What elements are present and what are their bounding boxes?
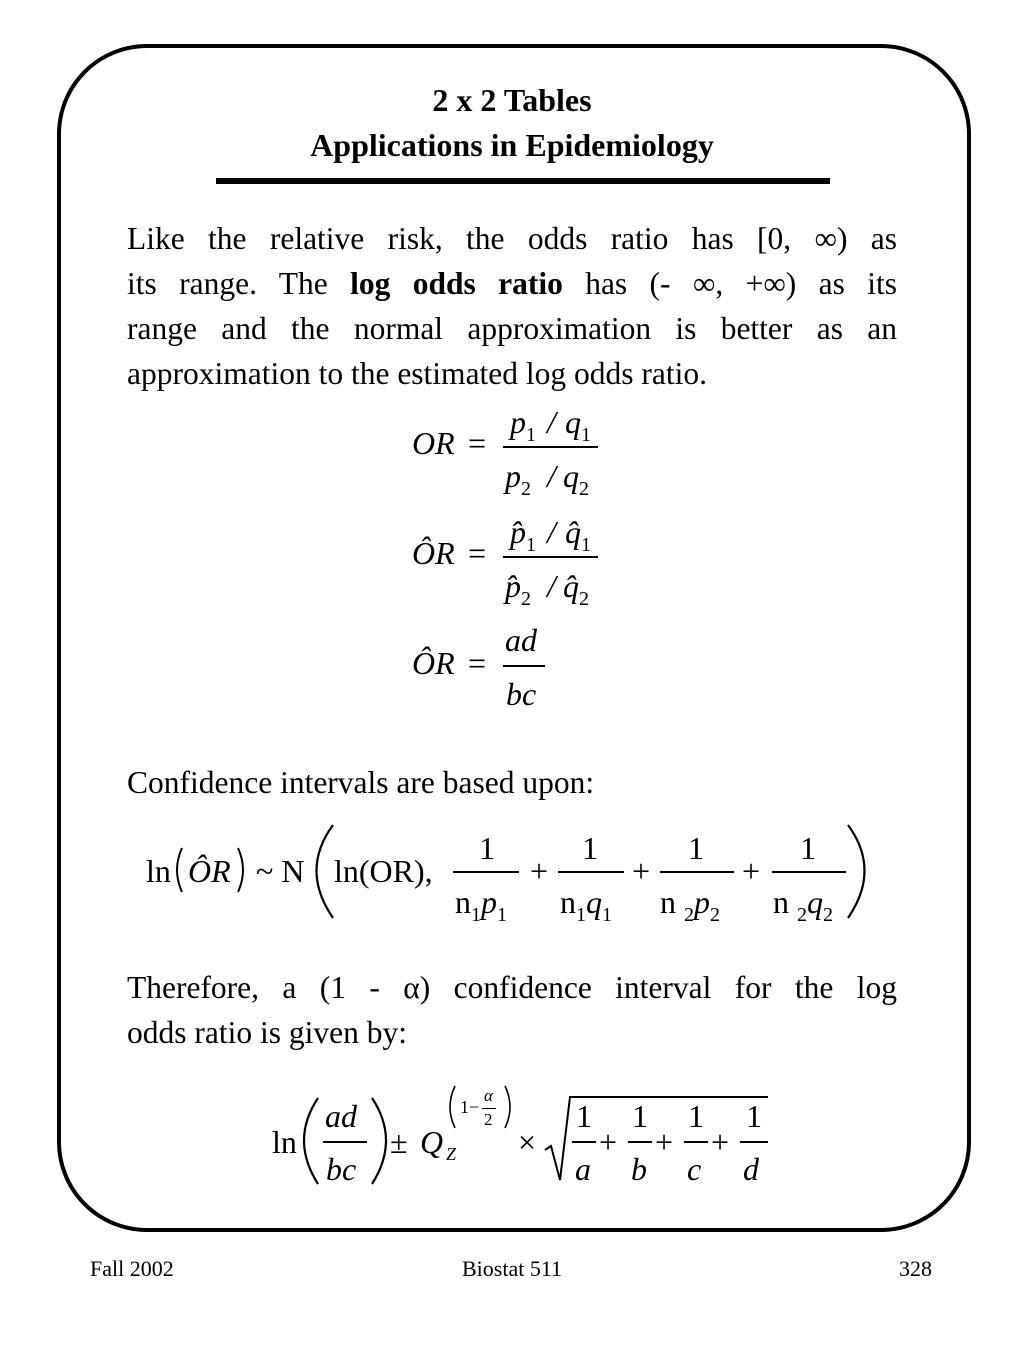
eq4-term3-num: 1: [688, 830, 704, 866]
eq5-exp-bar: [482, 1108, 496, 1109]
eq5-t2-bar: [628, 1141, 652, 1143]
eq5-exp-one-minus: 1−: [460, 1097, 480, 1117]
para1-line2-post: has (- ∞, +∞) as its: [562, 266, 897, 301]
footer-term: Fall 2002: [90, 1256, 174, 1281]
eq4-plus1: +: [530, 853, 549, 889]
eq5-exp-alpha: α: [484, 1086, 493, 1105]
eq5-t2-den: b: [631, 1151, 647, 1187]
eq5-t4-bar: [740, 1141, 768, 1143]
eq4-or-hat: ÔR: [188, 853, 231, 889]
para3-line1: Therefore, a (1 - α) confidence interval for the log: [127, 970, 897, 1005]
eq4-plus2: +: [632, 853, 651, 889]
eq4-term1-num: 1: [479, 830, 495, 866]
eq5-numerator: ad: [325, 1098, 357, 1134]
eq2-den-p: $p̂_2$: [505, 568, 531, 610]
eq5-t2-num: 1: [632, 1098, 648, 1134]
eq4-term2-num: 1: [582, 830, 598, 866]
eq1-den-p: $p_2$: [505, 458, 531, 500]
eq2-num-slash: /: [547, 514, 556, 550]
eq1-den-q: $q_2$: [563, 458, 589, 500]
eq5-exp-two: 2: [484, 1110, 493, 1129]
para2-line1: Confidence intervals are based upon:: [127, 765, 595, 800]
eq5-plus1: +: [599, 1124, 618, 1160]
eq3-denominator: bc: [506, 676, 537, 712]
eq5-denominator: bc: [326, 1151, 357, 1187]
eq1-lhs: OR: [412, 425, 455, 461]
eq1-equals: =: [468, 425, 487, 461]
eq3-equals: =: [468, 645, 487, 681]
eq2-equals: =: [468, 535, 487, 571]
eq5-t3-num: 1: [688, 1098, 704, 1134]
para1-line2-pre: its range. The: [127, 266, 351, 301]
eq4-term2-den: $n_1q_1$: [560, 884, 612, 926]
footer-page-number: 328: [899, 1256, 932, 1281]
slide-title-line2: Applications in Epidemiology: [310, 127, 714, 163]
eq5-t1-bar: [572, 1141, 596, 1143]
eq4-tilde-n: ~ N: [256, 853, 305, 889]
eq5-t4-den: d: [743, 1151, 759, 1187]
eq5-t1-den: a: [575, 1151, 591, 1187]
eq5-plus-minus: ±: [390, 1124, 408, 1160]
eq4-plus3: +: [742, 853, 761, 889]
eq4-ln: ln: [146, 853, 171, 889]
eq1-num-p: $p_1$: [510, 404, 536, 446]
eq2-num-q: $q̂_1$: [565, 514, 591, 556]
eq2-den-q: $q̂_2$: [563, 568, 589, 610]
eq2-den-slash: /: [547, 568, 556, 604]
para3-line2: odds ratio is given by:: [127, 1015, 407, 1050]
eq1-num-q: $q_1$: [565, 404, 591, 446]
eq5-plus2: +: [655, 1124, 674, 1160]
eq5-t4-num: 1: [746, 1098, 762, 1134]
para1-line3: range and the normal approximation is better as an: [127, 311, 897, 346]
footer-course: Biostat 511: [461, 1256, 563, 1281]
eq5-fraction-bar: [323, 1141, 367, 1143]
eq5-plus3: +: [711, 1124, 730, 1160]
eq2-lhs: ÔR: [412, 535, 455, 571]
eq4-term1-den: $n_1p_1$: [455, 884, 507, 926]
eq3-lhs: ÔR: [412, 645, 455, 681]
eq1-num-slash: /: [547, 404, 556, 440]
para1-line1: Like the relative risk, the odds ratio has [0, ∞) as: [127, 221, 897, 256]
eq1-den-slash: /: [547, 458, 556, 494]
eq2-num-p: $p̂_1$: [510, 514, 536, 556]
eq3-numerator: ad: [505, 622, 537, 658]
eq5-q: Q: [420, 1124, 444, 1160]
eq4-term4-num: 1: [800, 830, 816, 866]
eq5-ln: ln: [272, 1124, 297, 1160]
para1-line4: approximation to the estimated log odds ratio.: [127, 356, 708, 391]
eq5-z-subscript: Z: [446, 1144, 457, 1164]
log-odds-ratio-term: log odds ratio: [350, 266, 563, 301]
eq4-ln-or: ln(OR),: [334, 853, 433, 889]
eq4-term3-den: n $_2p_2$: [660, 884, 720, 926]
eq5-t1-num: 1: [576, 1098, 592, 1134]
eq5-t3-bar: [684, 1141, 708, 1143]
eq4-term4-den: n $_2q_2$: [773, 884, 833, 926]
eq5-times: ×: [518, 1124, 537, 1160]
eq5-t3-den: c: [687, 1151, 702, 1187]
slide-title-line1: 2 x 2 Tables: [432, 82, 592, 118]
